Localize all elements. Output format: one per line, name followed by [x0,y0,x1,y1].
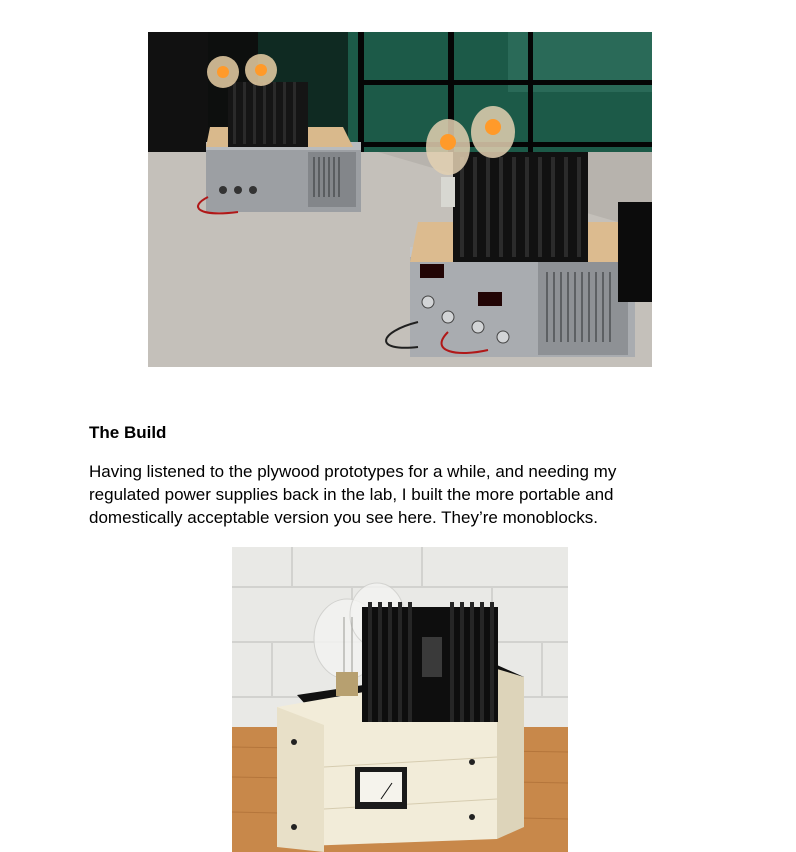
monoblock-amplifier-photo [232,547,568,852]
prototype-amplifiers-photo [148,32,652,367]
paragraph-line: regulated power supplies back in the lab, I built the more portable and [89,485,614,504]
section-heading: The Build [89,423,167,442]
section-paragraph [89,460,689,529]
paragraph-line: domestically acceptable version you see here. They’re monoblocks. [89,508,599,527]
paragraph-line: Having listened to the plywood prototypes for a while, and needing my [89,462,617,481]
